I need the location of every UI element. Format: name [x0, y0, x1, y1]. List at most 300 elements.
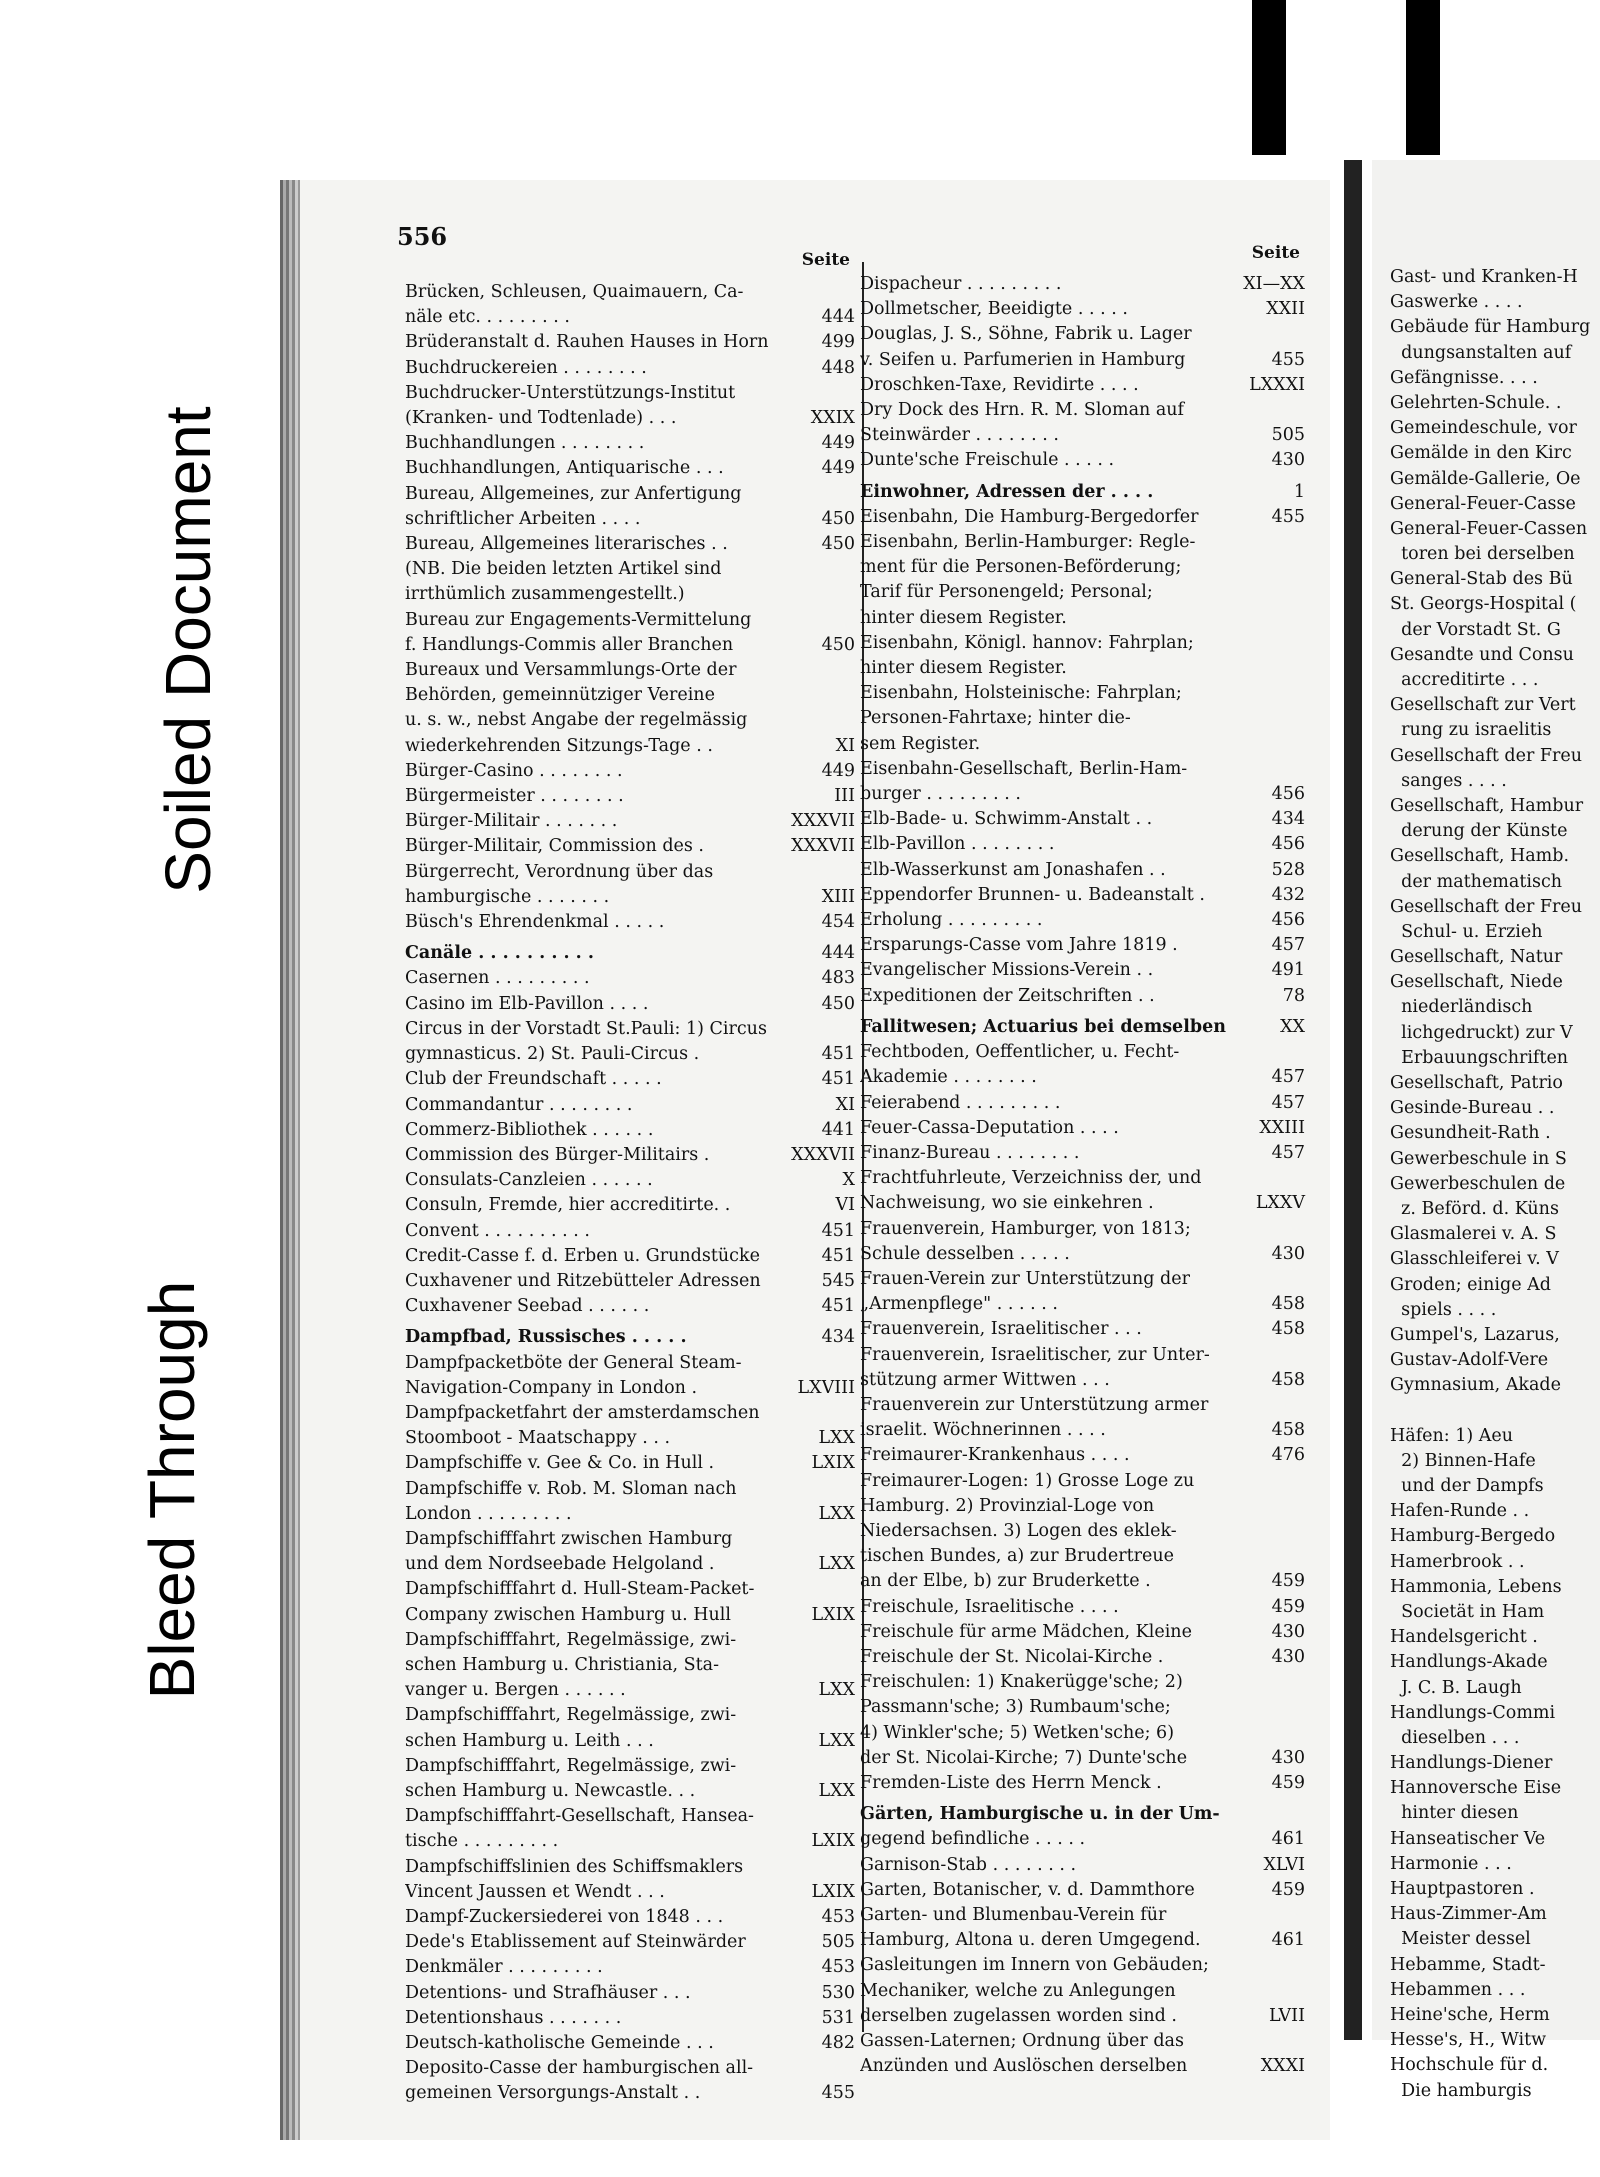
index-entry-text: schen Hamburg u. Christiania, Sta- [405, 1654, 719, 1675]
index-entry-text: derselben zugelassen worden sind . [860, 2005, 1177, 2026]
next-page-entry: J. C. B. Laugh [1390, 1677, 1522, 1698]
index-entry-page: 457 [1271, 1142, 1305, 1163]
index-entry-text: Bureaux und Versammlungs-Orte der [405, 660, 737, 681]
index-entry [405, 834, 855, 859]
index-entry-text: Steinwärder . . . . . . . . [860, 425, 1059, 446]
index-entry [860, 1166, 1305, 1191]
index-entry-text: Frauenverein, Israelitischer, zur Unter- [860, 1344, 1210, 1365]
next-page-entry: Handelsgericht . [1390, 1627, 1538, 1648]
index-entry [405, 992, 855, 1017]
index-entry-text: Passmann'sche; 3) Rumbaum'sche; [860, 1697, 1171, 1718]
index-entry-text: Frachtfuhrleute, Verzeichniss der, und [860, 1168, 1202, 1189]
next-page-entry: der mathematisch [1390, 871, 1563, 892]
index-entry-page: 434 [821, 1327, 855, 1348]
index-entry [405, 1118, 855, 1143]
index-entry-text: Circus in der Vorstadt St.Pauli: 1) Circus [405, 1018, 767, 1039]
index-entry-page: 430 [1271, 1621, 1305, 1642]
index-entry-page: LXIX [811, 1881, 855, 1902]
index-entry-page [1299, 580, 1305, 605]
index-entry [405, 708, 855, 733]
index-entry [405, 1017, 855, 1042]
index-entry-page: LXX [818, 1428, 855, 1449]
next-page-entry: Gesellschaft, Patrio [1390, 1073, 1563, 1093]
index-entry [405, 1603, 855, 1628]
index-entry-page [1299, 732, 1305, 757]
next-page-entry: Hannoversche Eise [1390, 1778, 1562, 1799]
index-entry-text: Dispacheur . . . . . . . . . [860, 274, 1062, 294]
next-page-entry: Hamburg-Bergedo [1390, 1526, 1556, 1547]
index-entry-page [1299, 1670, 1305, 1695]
index-entry [860, 631, 1305, 656]
index-entry [405, 1678, 855, 1703]
index-entry-page: 482 [821, 2033, 855, 2054]
index-entry [860, 1393, 1305, 1418]
next-page-entry: General-Stab des Bü [1390, 569, 1573, 590]
next-page-entry: Societät in Ham [1390, 1601, 1545, 1622]
index-entry-page [1299, 757, 1305, 782]
index-entry-text: vanger u. Bergen . . . . . . [405, 1680, 626, 1701]
next-page-entry: Erbauungschriften [1390, 1047, 1569, 1068]
index-entry-page [849, 1527, 855, 1552]
next-page-entry: Handlungs-Commi [1390, 1702, 1556, 1723]
index-entry-page [1299, 1544, 1305, 1569]
index-entry [405, 1955, 855, 1980]
index-entry [405, 1502, 855, 1527]
index-entry [405, 1376, 855, 1401]
index-entry-text: Gassen-Laternen; Ordnung über das [860, 2031, 1184, 2052]
next-page-entry: Hebamme, Stadt- [1390, 1954, 1546, 1975]
soiled-document-label: Soiled Document [152, 406, 224, 894]
index-entry-page [1299, 1903, 1305, 1928]
index-entry [860, 858, 1305, 883]
index-entry [860, 480, 1305, 505]
index-entry [860, 1746, 1305, 1771]
index-entry-text: Gasleitungen im Innern von Gebäuden; [860, 1955, 1209, 1976]
index-entry-page [849, 1628, 855, 1653]
index-entry [405, 1325, 855, 1350]
index-entry-text: Garten, Botanischer, v. d. Dammthore [860, 1879, 1195, 1900]
index-entry-text: Finanz-Bureau . . . . . . . . [860, 1142, 1080, 1163]
index-entry-page: 451 [821, 1220, 855, 1241]
index-entry-text: Brücken, Schleusen, Quaimauern, Ca- [405, 282, 744, 302]
index-entry-page: 1 [1293, 481, 1305, 502]
index-entry-text: Convent . . . . . . . . . . [405, 1220, 590, 1241]
index-entry-text: burger . . . . . . . . . [860, 784, 1021, 805]
next-page-entry: Gesandte und Consu [1390, 644, 1574, 665]
index-entry [405, 966, 855, 991]
index-entry-page: LXIX [811, 1453, 855, 1474]
next-page-entry: General-Feuer-Casse [1390, 493, 1576, 514]
index-entry [405, 2056, 855, 2081]
index-entry-page [1299, 681, 1305, 706]
index-entry-text: Dampfpacketfahrt der amsterdamschen [405, 1402, 760, 1423]
index-entry [860, 606, 1305, 631]
index-entry [860, 807, 1305, 832]
next-page-entry: Handlungs-Diener [1390, 1753, 1553, 1774]
index-entry [860, 1645, 1305, 1670]
index-entry-page: 451 [821, 1245, 855, 1266]
index-entry-text: Nachweisung, wo sie einkehren . [860, 1193, 1154, 1214]
index-entry-text: Bürgermeister . . . . . . . . [405, 786, 624, 807]
index-entry-text: gemeinen Versorgungs-Anstalt . . [405, 2083, 701, 2104]
index-entry-text: Niedersachsen. 3) Logen des eklek- [860, 1520, 1177, 1541]
index-entry-page [849, 708, 855, 733]
index-entry [860, 1979, 1305, 2004]
index-entry-text: Dampfschifffahrt d. Hull-Steam-Packet- [405, 1579, 755, 1600]
index-entry-page: 430 [1271, 1646, 1305, 1667]
index-entry-text: Bürgerrecht, Verordnung über das [405, 861, 714, 882]
index-entry-text: Buchhandlungen . . . . . . . . [405, 433, 645, 454]
index-entry-text: Denkmäler . . . . . . . . . [405, 1957, 603, 1978]
index-entry-text: Casino im Elb-Pavillon . . . . [405, 993, 649, 1014]
index-entry-text: „Armenpflege" . . . . . . [860, 1294, 1058, 1315]
index-entry-text: Dampfschiffslinien des Schiffsmaklers [405, 1856, 744, 1877]
index-entry-page: 505 [821, 1932, 855, 1953]
index-entry [860, 1469, 1305, 1494]
index-entry [860, 1116, 1305, 1141]
index-entry-text: Buchdrucker-Unterstützungs-Institut [405, 382, 736, 403]
index-entry-text: gymnasticus. 2) St. Pauli-Circus . [405, 1044, 700, 1065]
index-entry [860, 1418, 1305, 1443]
index-entry-text: Dampfschifffahrt, Regelmässige, zwi- [405, 1705, 737, 1726]
index-entry [405, 941, 855, 966]
next-page-entry: lichgedruckt) zur V [1390, 1022, 1573, 1043]
index-entry-text: irrthümlich zusammengestellt.) [405, 584, 685, 605]
index-entry [860, 757, 1305, 782]
index-entry-text: Dampfschiffe v. Gee & Co. in Hull . [405, 1453, 715, 1474]
index-entry-page: LXIX [811, 1831, 855, 1852]
index-entry-text: Fechtboden, Oeffentlicher, u. Fecht- [860, 1042, 1180, 1063]
next-page-entry: Gymnasium, Akade [1390, 1375, 1561, 1396]
index-entry-text: Stoomboot - Maatschappy . . . [405, 1428, 671, 1449]
index-entry-text: Freischule für arme Mädchen, Kleine [860, 1621, 1192, 1642]
index-entry-page [849, 1703, 855, 1728]
index-entry-text: Feuer-Cassa-Deputation . . . . [860, 1117, 1119, 1138]
index-entry-page: XXXVII [791, 1144, 855, 1165]
index-entry [405, 1426, 855, 1451]
seite-header-right: Seite [1251, 243, 1300, 263]
index-entry [405, 1168, 855, 1193]
index-entry-page [1299, 1519, 1305, 1544]
index-entry-text: näle etc. . . . . . . . . [405, 307, 570, 328]
index-entry-page: 453 [821, 1957, 855, 1978]
index-entry-text: Canäle . . . . . . . . . . [405, 943, 594, 964]
index-entry [860, 908, 1305, 933]
next-page-entry: St. Georgs-Hospital ( [1390, 594, 1577, 615]
index-entry [860, 883, 1305, 908]
next-page-entry: Häfen: 1) Aeu [1390, 1425, 1514, 1446]
index-column-left [405, 280, 855, 2107]
index-entry [405, 1930, 855, 1955]
index-entry-text: sem Register. [860, 733, 981, 754]
index-entry-text: schen Hamburg u. Leith . . . [405, 1730, 654, 1751]
index-entry [405, 1451, 855, 1476]
index-entry [405, 1193, 855, 1218]
index-entry-text: Eisenbahn, Die Hamburg-Bergedorfer [860, 506, 1199, 527]
index-entry [860, 782, 1305, 807]
index-entry-text: Fallitwesen; Actuarius bei demselben [860, 1016, 1226, 1037]
index-entry [860, 1217, 1305, 1242]
index-entry [405, 1067, 855, 1092]
top-black-bar-left [1252, 0, 1286, 155]
index-entry-page [1299, 2029, 1305, 2054]
index-entry [860, 681, 1305, 706]
next-page-entry: und der Dampfs [1390, 1476, 1544, 1496]
bleed-through-label: Bleed Through [136, 1280, 208, 1700]
index-entry-page [849, 860, 855, 885]
index-entry-text: Behörden, gemeinnütziger Vereine [405, 685, 715, 706]
index-entry [860, 1443, 1305, 1468]
index-entry [405, 431, 855, 456]
index-entry-page [849, 1351, 855, 1376]
index-entry [860, 580, 1305, 605]
index-entry-text: tische . . . . . . . . . [405, 1831, 559, 1852]
next-page-entry: Meister dessel [1390, 1929, 1531, 1950]
index-entry-page [1299, 656, 1305, 681]
index-entry [860, 1827, 1305, 1852]
next-page-entry: Gefängnisse. . . . [1390, 367, 1538, 388]
index-entry [860, 448, 1305, 473]
index-entry-text: u. s. w., nebst Angabe der regelmässig [405, 710, 748, 731]
index-entry [860, 1670, 1305, 1695]
index-entry-text: Navigation-Company in London . [405, 1377, 698, 1398]
index-entry-page: LXX [818, 1554, 855, 1575]
index-entry [860, 1065, 1305, 1090]
index-entry-page: LXIX [811, 1604, 855, 1625]
index-entry [405, 608, 855, 633]
index-entry-text: Frauenverein, Israelitischer . . . [860, 1319, 1142, 1340]
index-entry-page [1299, 1393, 1305, 1418]
index-entry-page: 458 [1271, 1319, 1305, 1340]
index-entry [860, 984, 1305, 1009]
index-entry-text: Elb-Wasserkunst am Jonashafen . . [860, 859, 1166, 880]
index-entry-page: XXII [1266, 299, 1305, 320]
index-entry-text: Consuln, Fremde, hier accreditirte. . [405, 1195, 731, 1216]
index-entry [405, 1855, 855, 1880]
next-page-entry: derung der Künste [1390, 821, 1568, 842]
next-page-entry: Hanseatischer Ve [1390, 1828, 1546, 1849]
index-entry-page [1299, 530, 1305, 555]
index-entry-text: Eisenbahn, Berlin-Hamburger: Regle- [860, 532, 1196, 553]
index-entry-page: 451 [821, 1296, 855, 1317]
index-entry-page: 456 [1271, 834, 1305, 855]
index-entry [405, 1729, 855, 1754]
index-entry [405, 1779, 855, 1804]
index-entry [860, 297, 1305, 322]
index-entry-text: Schule desselben . . . . . [860, 1243, 1070, 1264]
index-entry-text: Credit-Casse f. d. Erben u. Grundstücke [405, 1245, 760, 1266]
index-entry-page: 444 [821, 943, 855, 964]
index-entry-text: v. Seifen u. Parfumerien in Hamburg [860, 349, 1186, 370]
index-entry-text: Detentions- und Strafhäuser . . . [405, 1982, 691, 2003]
index-entry [860, 1721, 1305, 1746]
index-entry [860, 272, 1305, 297]
index-entry-text: Commandantur . . . . . . . . [405, 1094, 633, 1115]
index-entry [860, 958, 1305, 983]
index-entry [405, 910, 855, 935]
index-entry-page: XXXVII [791, 811, 855, 832]
index-entry-page [849, 582, 855, 607]
index-entry-page [849, 1017, 855, 1042]
index-entry-page [849, 1401, 855, 1426]
index-entry-page: 491 [1271, 960, 1305, 981]
next-page-entry: Hauptpastoren . [1390, 1879, 1535, 1899]
index-entry-text: Bureau, Allgemeines literarisches . . [405, 534, 728, 555]
index-entry-text: (Kranken- und Todtenlade) . . . [405, 408, 677, 429]
index-entry-text: Erholung . . . . . . . . . [860, 910, 1043, 931]
next-page-entry: Gast- und Kranken-H [1390, 267, 1578, 287]
index-entry-text: Dollmetscher, Beeidigte . . . . . [860, 299, 1128, 320]
index-entry [405, 305, 855, 330]
seite-header-left: Seite [801, 250, 850, 270]
index-entry-text: Einwohner, Adressen der . . . . [860, 481, 1154, 502]
index-entry-text: Droschken-Taxe, Revidirte . . . . [860, 374, 1139, 395]
index-entry-page: 455 [1271, 506, 1305, 527]
index-entry-page [1299, 1953, 1305, 1978]
index-entry [860, 1015, 1305, 1040]
index-entry [860, 1091, 1305, 1116]
index-entry-page [1299, 1979, 1305, 2004]
index-entry [860, 1928, 1305, 1953]
index-entry [860, 832, 1305, 857]
index-entry-page: LXX [818, 1730, 855, 1751]
index-entry-text: Cuxhavener und Ritzebütteler Adressen [405, 1270, 761, 1291]
index-entry-page: XIII [821, 886, 855, 907]
index-entry [405, 2006, 855, 2031]
index-entry-page: III [834, 786, 855, 807]
index-entry-page: 451 [821, 1044, 855, 1065]
index-entry-text: Bureau zur Engagements-Vermittelung [405, 609, 752, 630]
index-entry-page [849, 1477, 855, 1502]
index-entry [405, 2081, 855, 2106]
index-entry-text: Dampfbad, Russisches . . . . . [405, 1327, 687, 1348]
index-entry-text: Garten- und Blumenbau-Verein für [860, 1905, 1167, 1925]
index-entry-text: wiederkehrenden Sitzungs-Tage . . [405, 735, 713, 756]
index-entry [405, 1577, 855, 1602]
index-entry-page [1299, 631, 1305, 656]
index-entry-text: hamburgische . . . . . . . [405, 886, 610, 907]
index-entry-page: 430 [1271, 1747, 1305, 1768]
index-entry-page [1299, 1343, 1305, 1368]
index-entry [405, 1351, 855, 1376]
index-entry-page: LXXV [1255, 1193, 1305, 1214]
page-gutter [1344, 160, 1362, 2040]
index-entry [860, 706, 1305, 731]
index-entry-page: 459 [1271, 1596, 1305, 1617]
index-entry-text: Eisenbahn-Gesellschaft, Berlin-Ham- [860, 758, 1188, 779]
index-entry [405, 381, 855, 406]
next-page-entry: Gesellschaft, Natur [1390, 947, 1563, 968]
index-entry-page: 456 [1271, 910, 1305, 931]
index-entry [405, 330, 855, 355]
index-entry-page: 455 [1271, 349, 1305, 370]
index-entry-page: 457 [1271, 935, 1305, 956]
index-entry-text: Ersparungs-Casse vom Jahre 1819 . [860, 935, 1178, 956]
index-entry [860, 348, 1305, 373]
index-entry-page: 457 [1271, 1067, 1305, 1088]
index-entry-page: 458 [1271, 1420, 1305, 1441]
index-entry-page: 458 [1271, 1369, 1305, 1390]
next-page-entry: accreditirte . . . [1390, 670, 1539, 690]
next-page-entry: Gebäude für Hamburg [1390, 317, 1591, 338]
index-entry [405, 1244, 855, 1269]
index-entry [860, 1953, 1305, 1978]
index-entry-page: 432 [1271, 884, 1305, 905]
index-entry-text: Club der Freundschaft . . . . . [405, 1069, 662, 1090]
index-entry-text: Dampfschifffahrt, Regelmässige, zwi- [405, 1629, 737, 1650]
index-entry [860, 1494, 1305, 1519]
index-entry [405, 734, 855, 759]
index-entry [405, 2031, 855, 2056]
index-entry-text: Büsch's Ehrendenkmal . . . . . [405, 912, 665, 933]
index-entry-page: 459 [1271, 1772, 1305, 1793]
index-entry-page [849, 482, 855, 507]
index-entry-page [849, 658, 855, 683]
index-entry-text: tischen Bundes, a) zur Brudertreue [860, 1546, 1174, 1567]
index-entry-text: Dampfschiffe v. Rob. M. Sloman nach [405, 1478, 737, 1499]
index-entry-page [1299, 322, 1305, 347]
index-entry-page: 461 [1271, 1930, 1305, 1951]
next-page-entry: Gesellschaft der Freu [1390, 896, 1583, 917]
index-entry-page [849, 280, 855, 305]
index-entry-page: 430 [1271, 1243, 1305, 1264]
index-entry [860, 1292, 1305, 1317]
next-page-entry: niederländisch [1390, 997, 1533, 1018]
index-entry [405, 860, 855, 885]
index-entry-page: 450 [821, 634, 855, 655]
index-entry [860, 1191, 1305, 1216]
index-entry [405, 1628, 855, 1653]
index-entry-page: 454 [821, 912, 855, 933]
index-entry-text: Freimaurer-Logen: 1) Grosse Loge zu [860, 1470, 1195, 1491]
index-entry-page [1299, 555, 1305, 580]
index-entry-page: XXXI [1260, 2056, 1305, 2077]
index-entry-text: Akademie . . . . . . . . [860, 1067, 1037, 1088]
index-entry-text: Freimaurer-Krankenhaus . . . . [860, 1445, 1130, 1466]
index-entry-page [849, 1855, 855, 1880]
next-page-entry: Gesundheit-Rath . [1390, 1123, 1551, 1144]
index-entry [405, 1905, 855, 1930]
index-entry-page [849, 557, 855, 582]
index-entry-page [1299, 1217, 1305, 1242]
index-entry-page: 459 [1271, 1879, 1305, 1900]
index-entry [405, 1552, 855, 1577]
index-entry-text: Hamburg. 2) Provinzial-Loge von [860, 1495, 1155, 1516]
next-page-entry: Gemälde-Gallerie, Oe [1390, 468, 1581, 489]
index-entry-text: Casernen . . . . . . . . . [405, 968, 590, 989]
index-entry-page [1299, 1040, 1305, 1065]
index-entry-text: Bürger-Casino . . . . . . . . [405, 760, 623, 781]
next-page-entry: der Vorstadt St. G [1390, 619, 1561, 640]
next-page-entry: Gesellschaft der Freu [1390, 745, 1583, 766]
next-page-entry: sanges . . . . [1390, 770, 1507, 791]
index-entry-text: Hamburg, Altona u. deren Umgegend. [860, 1930, 1201, 1951]
index-entry [405, 280, 855, 305]
next-page-entry: Gemälde in den Kirc [1390, 443, 1572, 464]
index-entry-page: 434 [1271, 809, 1305, 830]
next-page-entry: Haus-Zimmer-Am [1390, 1904, 1547, 1925]
index-entry [405, 1477, 855, 1502]
page-number: 556 [397, 222, 448, 251]
index-entry-page: LXX [818, 1503, 855, 1524]
index-entry-page [1299, 1802, 1305, 1827]
index-entry-text: Vincent Jaussen et Wendt . . . [405, 1881, 665, 1902]
index-entry [860, 1771, 1305, 1796]
index-entry-page: 78 [1282, 985, 1305, 1006]
index-entry-text: Cuxhavener Seebad . . . . . . [405, 1296, 650, 1317]
index-entry-page: VI [835, 1195, 855, 1216]
index-entry [405, 1829, 855, 1854]
